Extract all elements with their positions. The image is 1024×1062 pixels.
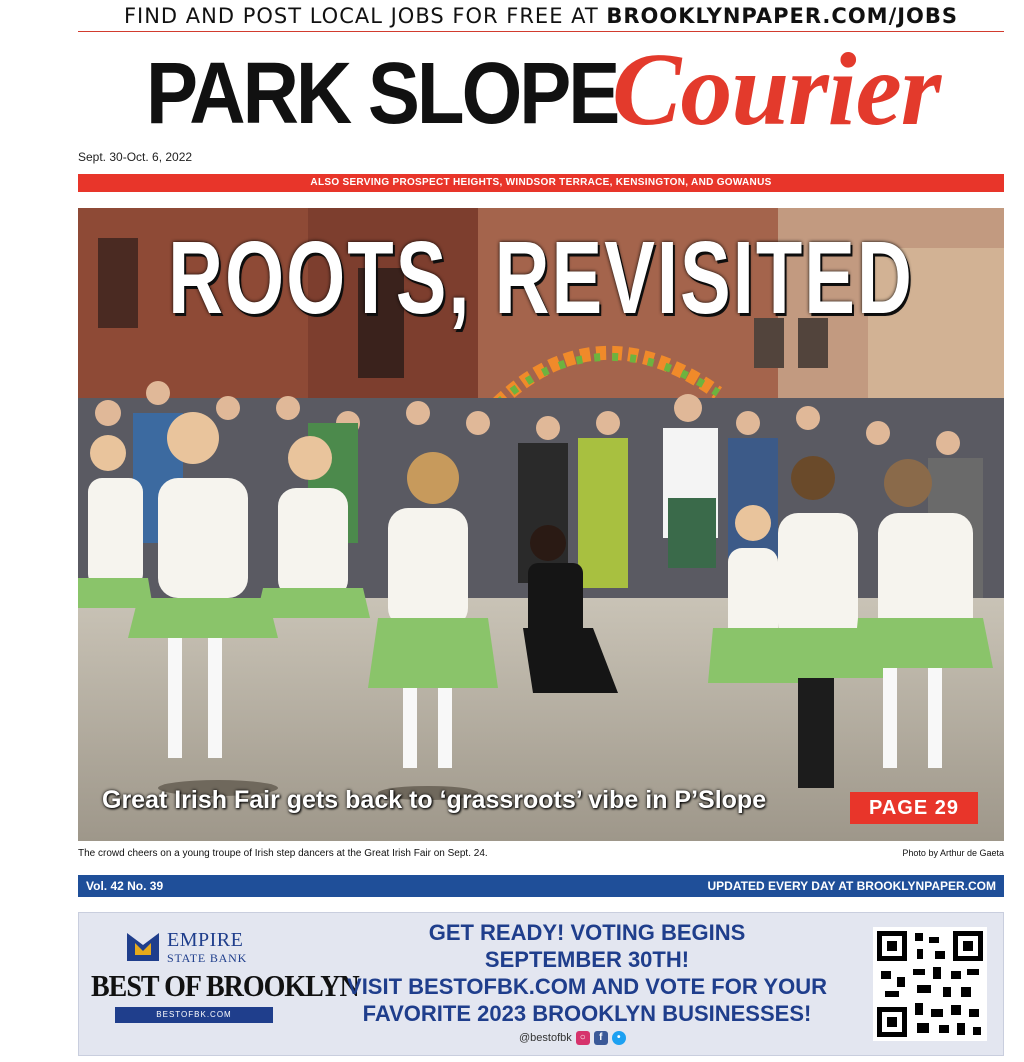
instagram-icon[interactable]: ○ (576, 1031, 590, 1045)
updated-link[interactable]: UPDATED EVERY DAY AT BROOKLYNPAPER.COM (707, 879, 996, 893)
ad-message (317, 919, 857, 1027)
ad-line-1: GET READY! VOTING BEGINS (428, 920, 746, 945)
jobs-banner-link[interactable]: BROOKLYNPAPER.COM/JOBS (606, 4, 959, 28)
ad-line-3: VISIT BESTOFBK.COM AND VOTE FOR YOUR (347, 974, 827, 999)
masthead-park-slope: PARK SLOPE (146, 43, 618, 143)
social-row (519, 1031, 626, 1045)
bestofbk-ribbon: BESTOFBK.COM (115, 1007, 273, 1023)
ad-line-2: SEPTEMBER 30TH! (484, 947, 690, 972)
sponsor-line2: STATE BANK (167, 951, 248, 965)
photo-credit: Photo by Arthur de Gaeta (902, 848, 1004, 858)
jobs-banner-text: FIND AND POST LOCAL JOBS FOR FREE AT (123, 4, 607, 28)
sponsor-name (167, 931, 247, 967)
volume-number: Vol. 42 No. 39 (86, 879, 164, 893)
story-subhead[interactable]: Great Irish Fair gets back to ‘grassroots’ vibe in P’Slope (102, 786, 767, 814)
best-of-brooklyn-ad[interactable] (78, 912, 1004, 1056)
sponsor-line1: EMPIRE (167, 929, 244, 951)
twitter-icon[interactable]: • (612, 1031, 626, 1045)
masthead-courier: Courier (612, 32, 941, 147)
empire-state-bank-logo-icon (125, 929, 161, 965)
qr-code[interactable] (873, 927, 987, 1041)
issue-date: Sept. 30-Oct. 6, 2022 (78, 150, 193, 164)
hero-photo[interactable] (78, 208, 1004, 841)
headline[interactable]: ROOTS, REVISITED (168, 221, 914, 337)
serving-areas-bar: ALSO SERVING PROSPECT HEIGHTS, WINDSOR TERRACE, KENSINGTON, AND GOWANUS (78, 174, 1004, 192)
social-handle[interactable]: @bestofbk (519, 1032, 572, 1044)
jobs-banner[interactable] (78, 4, 1004, 30)
issue-bar (78, 875, 1004, 897)
facebook-icon[interactable]: f (594, 1031, 608, 1045)
best-of-brooklyn-logo: BEST OF BROOKLYN (91, 969, 359, 1004)
photo-caption: The crowd cheers on a young troupe of Irish step dancers at the Great Irish Fair on Sept. 24. (78, 848, 488, 859)
page-29-button[interactable]: PAGE 29 (850, 792, 978, 824)
qr-code-icon (877, 931, 983, 1037)
ad-line-4: FAVORITE 2023 BROOKLYN BUSINESSES! (362, 1001, 812, 1026)
